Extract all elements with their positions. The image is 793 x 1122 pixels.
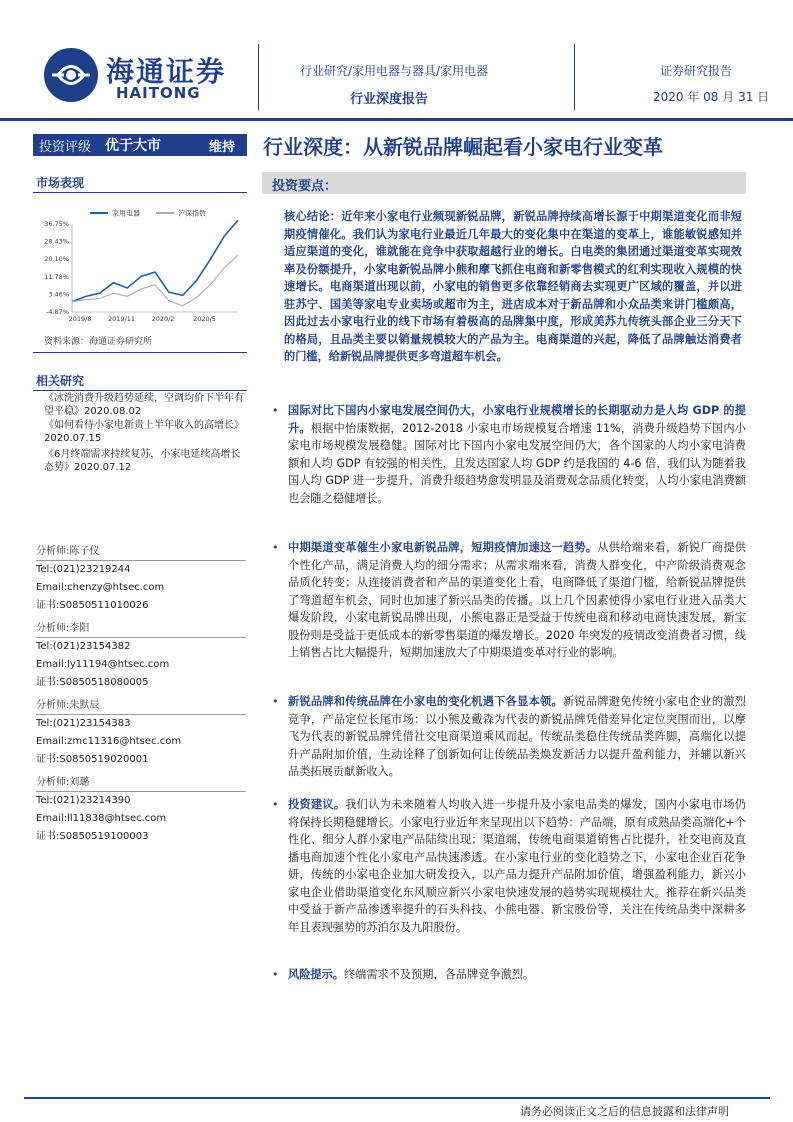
- footer-disclaimer[interactable]: 请务必阅读正文之后的信息披露和法律声明: [520, 1105, 729, 1118]
- bullet-icon: •: [272, 695, 279, 708]
- report-kind: 行业深度报告: [350, 92, 429, 107]
- rating-status: 维持: [209, 139, 236, 155]
- key-point-body: 从供给端来看，新锐厂商提供个性化产品，满足消费人均的细分需求；从需求端来看，消费人群变化，中产阶级消费观念品质化转变；从连接消费者和产品的渠道变化上看，电商降低了渠道门槛，给新锐品牌提供了弯道超车机会，同时也加速了新兴品类的传播。以上几个因素使得小家电行业进入品类大爆发阶段，小家电新锐品牌出现，小熊电器正是受益于传统电商和移动电商快速发展，新宝股份则是受益于更低成本的新零售渠道的爆发增长。2020 年突发的疫情改变消费者习惯，线上销售占比大幅提升，短期加速放大了中期渠道变革对行业的影响。: [288, 541, 746, 659]
- page-title: 行业深度：从新锐品牌崛起看小家电行业变革: [263, 135, 663, 159]
- company-logo: [44, 48, 244, 104]
- section-title: 投资要点：: [272, 179, 338, 194]
- section-rule: [33, 390, 247, 391]
- related-item[interactable]: [44, 448, 244, 474]
- x-tick-label: 2020/5: [193, 315, 216, 323]
- analyst-card: [36, 620, 246, 692]
- related-date: 2020.08.02: [84, 406, 142, 417]
- analyst-name: 分析师:陈子仪: [36, 543, 246, 561]
- chart-source: 资料来源：海通证券研究所: [44, 337, 153, 347]
- bullet-icon: •: [272, 541, 279, 554]
- core-conclusion: 核心结论：近年来小家电行业频现新锐品牌，新锐品牌持续高增长源于中期渠道变化而非短期疫情催化。我们认为家电行业最近几年最大的变化集中在渠道的变革上，谁能敏锐感知并适应渠道的变化，谁就能在竞争中获取超越行业的增长。白电类的集团通过渠道变革实现效率及份额提升，小家电新锐品牌小熊和摩飞抓住电商和新零售模式的红利实现收入规模的快速增长。电商渠道出现以前，小家电的销售更多依靠经销商去实现更广区域的覆盖，并以进驻苏宁、国美等家电专业卖场或超市为主，进店成本对于新品牌和小众品类来讲门槛颇高，因此过去小家电行业的线下市场有着极高的品牌集中度，形成美苏九传统头部企业三分天下的格局，且品类主要以销量规模较大的产品为主。电商渠道的兴起，降低了品牌触达消费者的门槛，给新锐品牌提供更多弯道超车机会。: [284, 210, 742, 363]
- series-line-1: [72, 220, 238, 301]
- analyst-tel: Tel:(021)23154382: [36, 641, 131, 652]
- market-heading: 市场表现: [36, 176, 85, 190]
- analyst-cert: 证书:S0850519020001: [36, 754, 149, 765]
- related-title: 《如何看待小家电新贵上半年收入的高增长》: [44, 420, 244, 431]
- analyst-name: 分析师:刘璐: [36, 774, 246, 792]
- analyst-email[interactable]: Email:zmc11316@htsec.com: [36, 736, 182, 747]
- related-title: 《冰洗消费升级趋势延续，空调均价下半年有望平稳》: [44, 393, 244, 417]
- key-point-lead: 新锐品牌和传统品牌在小家电的变化机遇下各显本领。: [288, 695, 563, 708]
- x-tick-label: 2019/11: [107, 315, 136, 323]
- series-line-2: [72, 255, 238, 306]
- key-point-body: 终端需求不及预期，各品牌竞争激烈。: [343, 968, 535, 981]
- report-date: 2020 年 08 月 31 日: [653, 90, 770, 104]
- y-tick-label: 3.46%: [48, 290, 69, 299]
- analyst-tel: Tel:(021)23219244: [36, 564, 131, 575]
- y-tick-label: 28.43%: [44, 237, 69, 246]
- section-rule: [33, 352, 247, 353]
- x-tick-label: 2019/8: [68, 315, 92, 323]
- header-rule: [0, 118, 793, 121]
- analyst-tel: Tel:(021)23154383: [36, 718, 131, 729]
- analyst-email[interactable]: Email:ly11194@htsec.com: [36, 659, 170, 670]
- related-heading: 相关研究: [36, 374, 85, 388]
- analyst-tel: Tel:(021)23214390: [36, 795, 131, 806]
- key-point-lead: 风险提示。: [288, 968, 344, 981]
- key-point-body: 根据中怡康数据，2012-2018 小家电市场规模复合增速 11%，消费升级趋势下国内小家电市场规模发展稳健。国际对比下国内小家电发展空间仍大，各个国家的人均小家电消费额和人均 GDP 有较强的相关性，且发达国家人均 GDP 约是我国的 4-6 倍，我们认为随着我国人均 GDP 进一步提升，消费升级趋势愈发明显及消费观念品质化转变，人均小家电消费额也会随之稳健增长。: [288, 421, 746, 505]
- bullet-icon: •: [272, 968, 279, 981]
- x-tick-label: 2020/2: [151, 315, 175, 323]
- analyst-card: [36, 543, 246, 615]
- key-point-body: 我们认为未来随着人均收入进一步提升及小家电品类的爆发，国内小家电市场仍将保持长期稳健增长。小家电行业近年来呈现出以下趋势：产品端，原有成熟品类高端化+个性化、细分人群小家电产品陆续出现；渠道端，传统电商渠道销售占比提升，社交电商及直播电商加速个性化小家电产品快速渗透。在小家电行业的变化趋势之下，小家电企业百花争妍，传统的小家电企业加大研发投入，以产品力提升产品附加价值，增强盈利能力，新兴小家电企业借助渠道变化东风顺应新兴小家电快速发展的趋势实现规模壮大。推荐在新兴品类中受益于新产品渗透率提升的石头科技、小熊电器、新宝股份等，关注在传统品类中深耕多年且表现强势的苏泊尔及九阳股份。: [288, 798, 746, 934]
- logo-text-en: HAITONG: [116, 84, 201, 102]
- analyst-name: 分析师:李阳: [36, 620, 246, 638]
- y-tick-label: 20.10%: [44, 255, 69, 264]
- section-rule: [33, 192, 247, 193]
- key-point: [272, 966, 746, 984]
- key-point-lead: 国际对比下国内小家电发展空间仍大，小家电行业规模增长的长期驱动力是人均 GDP 的提升。: [288, 404, 746, 435]
- bullet-icon: •: [272, 404, 279, 417]
- header-divider: [574, 44, 575, 110]
- logo-text-cn: 海通证券: [106, 55, 227, 88]
- related-item[interactable]: [44, 392, 244, 418]
- key-point-body: 新锐品牌避免传统小家电企业的激烈竞争，产品定位长尾市场：以小熊及戴森为代表的新锐品牌凭借差异化定位突围而出，以摩飞为代表的新锐品牌凭借社交电商渠道乘风而起。传统品类稳住传统品类阵脚，高端化以提升产品附加价值，生动诠释了创新如何让传统品类焕发新活力以提升盈利能力，并辅以新兴品类拓展贡献新收入。: [288, 695, 746, 778]
- related-date: 2020.07.12: [74, 462, 132, 473]
- analyst-cert: 证书:S0850511010026: [36, 600, 149, 611]
- analyst-name: 分析师:朱默辰: [36, 697, 246, 715]
- header-divider: [258, 44, 259, 110]
- analyst-cert: 证书:S0850519100003: [36, 831, 149, 842]
- y-tick-label: 11.78%: [44, 272, 69, 281]
- key-point-lead: 中期渠道变革催生小家电新锐品牌，短期疫情加速这一趋势。: [288, 541, 598, 554]
- key-point: [272, 402, 746, 507]
- industry-category: 行业研究/家用电器与器具/家用电器: [300, 64, 489, 78]
- rating-value: 优于大市: [105, 138, 161, 154]
- footer-rule: [24, 1097, 770, 1099]
- key-point-lead: 投资建议。: [288, 798, 346, 811]
- y-tick-label: 36.75%: [44, 220, 69, 228]
- investment-rating: [33, 134, 247, 156]
- analyst-email[interactable]: Email:ll11838@htsec.com: [36, 813, 167, 824]
- key-point: [272, 693, 746, 781]
- analyst-email[interactable]: Email:chenzy@htsec.com: [36, 582, 165, 593]
- rating-label: 投资评级: [39, 139, 92, 155]
- report-type: 证券研究报告: [660, 64, 733, 78]
- market-chart: [38, 204, 248, 332]
- legend-label: 家用电器: [112, 209, 140, 218]
- analyst-card: [36, 774, 246, 846]
- related-item[interactable]: [44, 419, 244, 445]
- bullet-icon: •: [272, 798, 279, 811]
- key-point: [272, 539, 746, 662]
- legend-label: 沪深指数: [178, 209, 206, 218]
- y-tick-label: -4.87%: [46, 308, 69, 316]
- key-point: [272, 796, 746, 936]
- analyst-card: [36, 697, 246, 769]
- analyst-cert: 证书:S0850518080005: [36, 677, 149, 688]
- logo-emblem-icon: [44, 48, 98, 102]
- related-date: 2020.07.15: [44, 433, 102, 444]
- related-title: 《6月终端需求持续复苏，小家电延续高增长态势》: [44, 449, 241, 473]
